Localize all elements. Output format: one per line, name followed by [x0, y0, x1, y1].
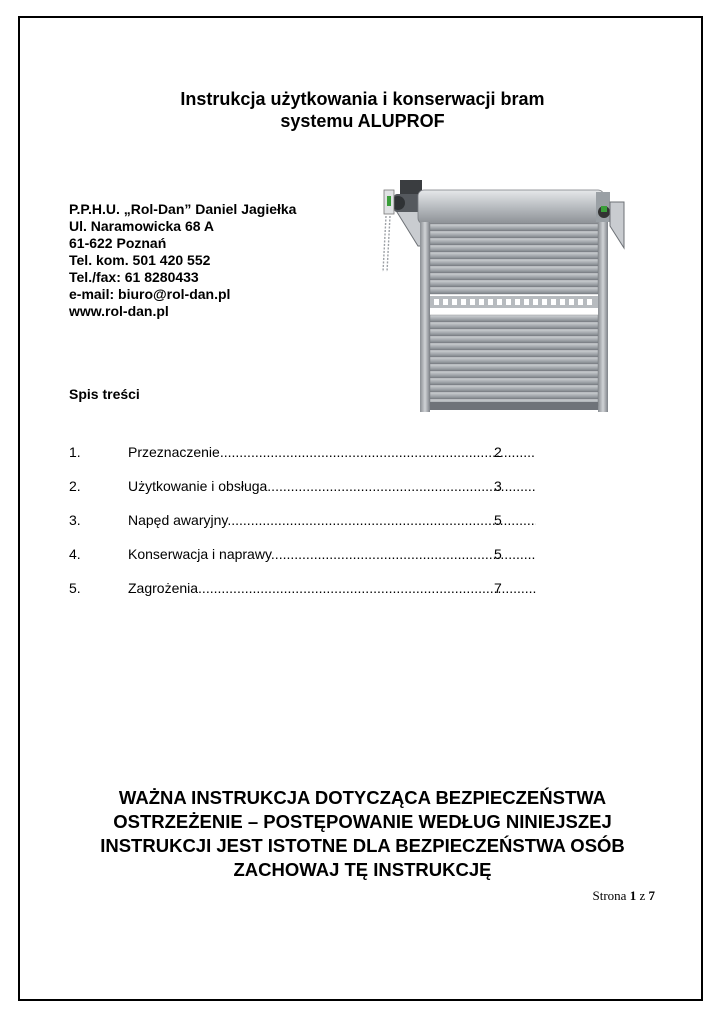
toc-item-label [128, 546, 536, 562]
vent-hole [443, 299, 448, 305]
page-number-separator: z [639, 888, 646, 903]
toc-item [69, 444, 519, 478]
toc-item-number: 4. [69, 546, 81, 562]
toc-item [69, 580, 519, 614]
toc-item-label-text: Konserwacja i naprawy [128, 546, 271, 562]
vent-hole [551, 299, 556, 305]
door-slat [430, 336, 598, 343]
door-slat [430, 231, 598, 238]
page-number-prefix: Strona [592, 888, 627, 903]
title-line-1: Instrukcja użytkowania i konserwacji bram [180, 89, 545, 109]
street-address: Ul. Naramowicka 68 A [69, 218, 214, 234]
safety-warning [0, 786, 725, 882]
vent-hole [470, 299, 475, 305]
email-address: e-mail: biuro@rol-dan.pl [69, 286, 231, 302]
page-number-current: 1 [629, 888, 637, 903]
door-slat [430, 224, 598, 231]
vent-hole [524, 299, 529, 305]
toc-item-label [128, 478, 536, 494]
door-slat [430, 371, 598, 378]
vent-hole [569, 299, 574, 305]
door-slat [430, 357, 598, 364]
vent-hole [533, 299, 538, 305]
door-slat [430, 329, 598, 336]
vent-hole [506, 299, 511, 305]
door-slat [430, 364, 598, 371]
page-number [593, 888, 655, 904]
vent-hole [452, 299, 457, 305]
toc-item-label [128, 444, 536, 460]
contact-block [69, 201, 296, 320]
company-name: P.P.H.U. „Rol-Dan” Daniel Jagiełka [69, 201, 297, 217]
door-slat [430, 245, 598, 252]
website-address: www.rol-dan.pl [69, 303, 169, 319]
vent-hole [587, 299, 592, 305]
door-slat [430, 322, 598, 329]
vent-hole [515, 299, 520, 305]
toc-item [69, 512, 519, 546]
toc-item-page: 5 [494, 512, 502, 528]
fax-number: Tel./fax: 61 8280433 [69, 269, 199, 285]
toc-item-label [128, 512, 536, 528]
table-of-contents [69, 444, 519, 614]
toc-item-label-text: Napęd awaryjny [128, 512, 228, 528]
toc-item-number: 2. [69, 478, 81, 494]
door-slat [430, 238, 598, 245]
toc-item-label-text: Przeznaczenie [128, 444, 220, 460]
vent-hole [434, 299, 439, 305]
city-address: 61-622 Poznań [69, 235, 167, 251]
door-slat [430, 259, 598, 266]
roller-shutter-door-icon [374, 176, 636, 416]
door-slat [430, 378, 598, 385]
vent-hole [479, 299, 484, 305]
toc-item-number: 5. [69, 580, 81, 596]
toc-item-label [128, 580, 536, 596]
warning-line-3: INSTRUKCJI JEST ISTOTNE DLA BEZPIECZEŃSTWA OSÓB [100, 835, 625, 856]
toc-item-page: 7 [494, 580, 502, 596]
warning-line-4: ZACHOWAJ TĘ INSTRUKCJĘ [233, 859, 492, 880]
vent-hole [461, 299, 466, 305]
door-slat [430, 315, 598, 322]
toc-item-label-text: Zagrożenia [128, 580, 199, 596]
toc-item-page: 3 [494, 478, 502, 494]
toc-heading: Spis treści [69, 386, 140, 402]
warning-line-1: WAŻNA INSTRUKCJA DOTYCZĄCA BEZPIECZEŃSTWA [118, 787, 607, 808]
toc-item-page: 5 [494, 546, 502, 562]
door-slat [430, 392, 598, 399]
document-title [0, 88, 725, 132]
vent-hole [497, 299, 502, 305]
toc-item-label-text: Użytkowanie i obsługa [128, 478, 268, 494]
door-slat [430, 287, 598, 294]
vent-hole [560, 299, 565, 305]
door-slat [430, 350, 598, 357]
toc-item-page: 2 [494, 444, 502, 460]
door-slat [430, 343, 598, 350]
door-slat [430, 273, 598, 280]
page-number-total: 7 [648, 888, 655, 903]
vent-hole [488, 299, 493, 305]
vent-hole [578, 299, 583, 305]
phone-number: Tel. kom. 501 420 552 [69, 252, 211, 268]
door-slat [430, 252, 598, 259]
toc-item [69, 478, 519, 512]
title-line-2: systemu ALUPROF [280, 111, 445, 131]
toc-item [69, 546, 519, 580]
door-slat [430, 280, 598, 287]
toc-item-number: 1. [69, 444, 81, 460]
door-slat [430, 266, 598, 273]
door-slat [430, 385, 598, 392]
warning-line-2: OSTRZEŻENIE – POSTĘPOWANIE WEDŁUG NINIEJSZEJ [113, 811, 612, 832]
vent-hole [542, 299, 547, 305]
toc-item-number: 3. [69, 512, 81, 528]
